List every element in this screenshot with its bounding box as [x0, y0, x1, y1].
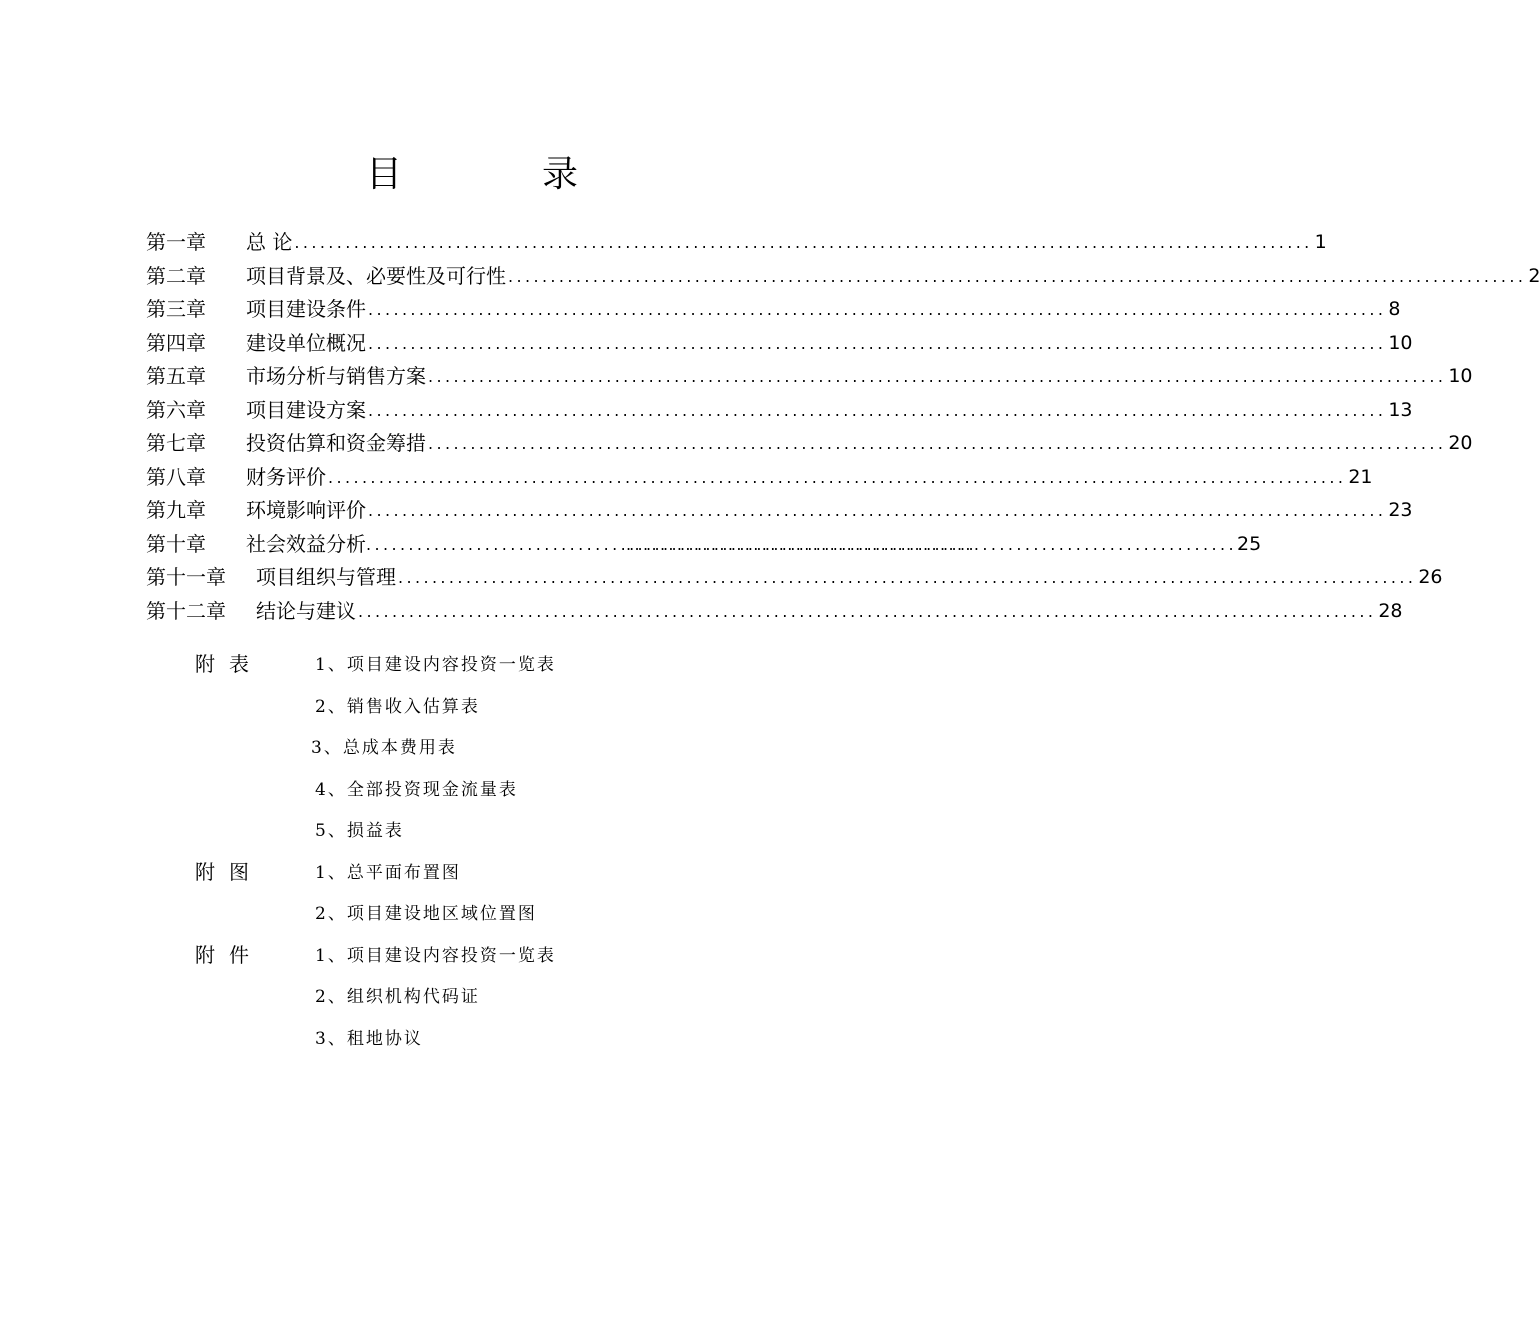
toc-title: 社会效益分析	[246, 531, 366, 556]
appendix-list	[195, 642, 795, 1057]
toc-title: 建设单位概况	[246, 330, 366, 355]
toc-title: 市场分析与销售方案	[246, 364, 426, 388]
toc-title: 总 论	[246, 230, 293, 254]
appendix-row	[195, 808, 795, 850]
appendix-label: 附图	[195, 859, 263, 884]
toc-chapter: 第七章	[146, 431, 206, 455]
toc-chapter: 第六章	[146, 397, 206, 422]
toc-chapter: 第十二章	[146, 598, 226, 623]
toc-row[interactable]	[146, 293, 1401, 327]
appendix-item[interactable]: 5、损益表	[315, 821, 404, 842]
appendix-row	[195, 891, 795, 933]
toc-title: 项目组织与管理	[256, 565, 396, 589]
toc-chapter: 第十一章	[146, 565, 226, 589]
toc-leader	[426, 360, 1448, 394]
appendix-item[interactable]: 1、总平面布置图	[315, 862, 461, 883]
appendix-row	[195, 974, 795, 1016]
toc-leader	[366, 528, 1237, 562]
toc-title: 结论与建议	[256, 598, 356, 623]
toc-chapter: 第九章	[146, 498, 206, 522]
appendix-item[interactable]: 4、全部投资现金流量表	[315, 779, 518, 800]
toc-row[interactable]	[146, 360, 1473, 394]
appendix-row	[195, 767, 795, 809]
toc-page: 8	[1388, 298, 1401, 320]
toc-page: 1	[1314, 231, 1327, 253]
toc-row[interactable]	[146, 595, 1403, 629]
appendix-row	[195, 684, 795, 726]
toc-leader	[506, 260, 1528, 294]
toc-leader	[326, 461, 1348, 495]
toc-row[interactable]	[146, 427, 1473, 461]
toc-page: 2	[1528, 264, 1540, 287]
toc-leader	[396, 561, 1418, 595]
toc-leader	[366, 394, 1388, 428]
toc-row[interactable]	[146, 561, 1443, 595]
toc-title: 环境影响评价	[246, 498, 366, 522]
toc-page: 28	[1378, 599, 1403, 622]
toc-leader	[366, 494, 1388, 528]
appendix-item[interactable]: 3、租地协议	[315, 1028, 423, 1049]
toc-page: 13	[1388, 398, 1413, 421]
toc-page: 23	[1388, 499, 1413, 521]
toc-page: 10	[1448, 365, 1473, 387]
toc-title: 投资估算和资金筹措	[246, 431, 426, 455]
appendix-row	[195, 850, 795, 892]
appendix-item[interactable]: 2、组织机构代码证	[315, 987, 480, 1008]
appendix-item[interactable]: 2、项目建设地区域位置图	[315, 904, 537, 925]
toc-page: 10	[1388, 331, 1413, 354]
appendix-item[interactable]: 2、销售收入估算表	[315, 696, 480, 717]
toc-chapter: 第一章	[146, 230, 206, 254]
appendix-row	[195, 642, 795, 684]
table-of-contents	[146, 226, 1540, 628]
appendix-item[interactable]: 1、项目建设内容投资一览表	[315, 945, 556, 966]
appendix-label: 附件	[195, 942, 263, 967]
toc-chapter: 第三章	[146, 297, 206, 321]
toc-page: 25	[1237, 532, 1262, 555]
appendix-label: 附表	[195, 652, 263, 677]
page-title: 目 录	[365, 154, 630, 195]
toc-row[interactable]	[146, 327, 1413, 361]
toc-chapter: 第五章	[146, 364, 206, 388]
appendix-item[interactable]: 3、总成本费用表	[311, 738, 457, 759]
toc-page: 20	[1448, 432, 1473, 454]
toc-title: 财务评价	[246, 464, 326, 489]
toc-leader	[426, 427, 1448, 461]
toc-chapter: 第十章	[146, 531, 206, 556]
toc-row[interactable]	[146, 494, 1413, 528]
toc-row[interactable]	[146, 461, 1373, 495]
appendix-row	[195, 1016, 795, 1058]
appendix-row	[195, 933, 795, 975]
appendix-item[interactable]: 1、项目建设内容投资一览表	[315, 655, 556, 676]
appendix-row	[195, 725, 795, 767]
toc-chapter: 第四章	[146, 330, 206, 355]
toc-page: 26	[1418, 566, 1443, 588]
toc-title: 项目背景及、必要性及可行性	[246, 263, 506, 288]
toc-chapter: 第八章	[146, 464, 206, 489]
toc-leader	[356, 595, 1378, 629]
toc-leader	[292, 226, 1314, 260]
toc-chapter: 第二章	[146, 263, 206, 288]
toc-title: 项目建设方案	[246, 397, 366, 422]
toc-row[interactable]	[146, 394, 1413, 428]
toc-page: 21	[1348, 465, 1373, 488]
toc-title: 项目建设条件	[246, 297, 366, 321]
toc-row[interactable]	[146, 226, 1327, 260]
toc-row[interactable]	[146, 260, 1540, 294]
toc-leader	[366, 327, 1388, 361]
toc-row[interactable]	[146, 528, 1262, 562]
toc-leader	[366, 293, 1388, 327]
